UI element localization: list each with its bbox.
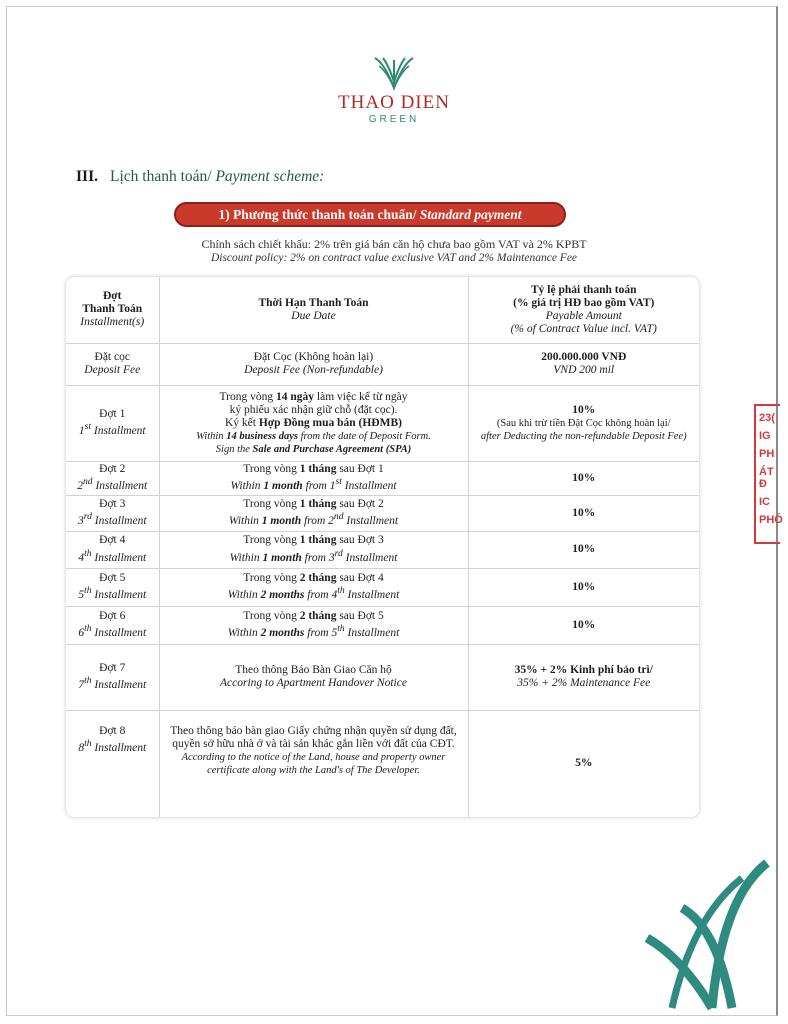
- installment-label: Installment: [91, 551, 147, 564]
- installment-name-en: Deposit Fee: [84, 364, 141, 376]
- due-text-en: Installment: [344, 627, 400, 640]
- installment-name-en: [78, 548, 147, 564]
- due-text-bold: 1 tháng: [299, 462, 337, 475]
- amount-value: 10%: [572, 471, 596, 484]
- installment-cell: [66, 385, 159, 461]
- amount-cell: [468, 461, 699, 495]
- ordinal-suffix: st: [335, 476, 342, 488]
- installment-cell: [66, 461, 159, 495]
- due-text: sau Đợt 2: [336, 497, 384, 510]
- header-amount-vi: Tỷ lệ phải thanh toán: [531, 283, 637, 296]
- amount-value-en: VND 200 mil: [553, 364, 615, 376]
- due-text-en: Within: [230, 480, 264, 493]
- installment-name: Đợt 2: [99, 462, 126, 475]
- ordinal: 3: [77, 515, 84, 528]
- due-text: Trong vòng: [243, 534, 300, 547]
- stamp-text: IC: [759, 496, 770, 508]
- due-text: Đặt Cọc (Không hoàn lại): [253, 351, 374, 363]
- due-text-en: Accoring to Apartment Handover Notice: [220, 677, 407, 689]
- ordinal-suffix: nd: [83, 476, 93, 488]
- header-installment-en: Installment(s): [80, 316, 145, 329]
- ordinal-suffix: st: [84, 421, 91, 433]
- ordinal: 6: [78, 627, 85, 640]
- brand-sub: GREEN: [368, 114, 420, 125]
- installment-cell: [66, 644, 159, 710]
- installment-cell: [66, 531, 159, 568]
- due-text-bold: Hợp Đồng mua bán (HĐMB): [258, 416, 402, 429]
- due-text-en: Within: [228, 515, 262, 528]
- table-row: [66, 606, 699, 644]
- amount-cell: [468, 531, 699, 568]
- amount-value-en: 35% + 2% Maintenance Fee: [517, 677, 651, 689]
- stamp-text: IG: [759, 430, 771, 442]
- header-amount-en-2: (% of Contract Value incl. VAT): [510, 322, 657, 335]
- ordinal-suffix: rd: [334, 548, 343, 560]
- amount-value: 10%: [572, 403, 596, 416]
- table-row: [66, 710, 699, 817]
- due-text-en-bold: 1 month: [263, 480, 303, 493]
- installment-name: Đợt 7: [99, 661, 126, 674]
- due-text-en-bold: 2 months: [260, 627, 305, 640]
- stamp-text: PH: [759, 448, 775, 460]
- brand-name: THAO DIEN: [338, 92, 450, 113]
- due-text-en: from 5: [304, 627, 338, 640]
- ordinal: 5: [78, 589, 85, 602]
- installment-label: Installment: [91, 515, 147, 528]
- ordinal-suffix: rd: [83, 511, 92, 523]
- due-text: sau Đợt 5: [336, 609, 384, 622]
- payment-method-banner: [174, 202, 566, 227]
- due-text: Trong vòng: [243, 462, 300, 475]
- amount-value: 200.000.000 VNĐ: [541, 351, 627, 363]
- ordinal-suffix: th: [84, 585, 92, 597]
- installment-name-en: [77, 476, 148, 493]
- section-number: III.: [76, 168, 98, 185]
- due-text-en: Deposit Fee (Non-refundable): [244, 364, 383, 376]
- amount-cell: [468, 644, 699, 710]
- due-text-en-bold: 2 months: [260, 589, 305, 602]
- due-cell: [159, 710, 468, 817]
- ordinal: 1: [78, 425, 85, 438]
- installment-name: Đợt 8: [99, 724, 126, 737]
- due-text: Ký kết: [225, 416, 259, 429]
- due-cell: [159, 606, 468, 644]
- installment-name-en: [78, 421, 146, 438]
- amount-cell: [468, 568, 699, 606]
- header-installment-vi-2: Thanh Toán: [82, 303, 143, 316]
- table-row: [66, 644, 699, 710]
- due-text: sau Đợt 3: [336, 534, 384, 547]
- installment-name: Đợt 6: [99, 609, 126, 622]
- due-text: làm việc kể từ ngày: [314, 390, 408, 403]
- installment-label: Installment: [91, 742, 147, 755]
- due-text: sau Đợt 4: [336, 571, 384, 584]
- ordinal-suffix: th: [84, 675, 92, 687]
- due-text-en: Installment: [344, 589, 400, 602]
- due-text-en: certificate along with the Land's of The Developer.: [207, 764, 420, 776]
- installment-name: Đợt 5: [99, 571, 126, 584]
- decorative-leaf-icon: [642, 858, 772, 1008]
- installment-cell: [66, 495, 159, 531]
- payment-schedule-table: [66, 277, 699, 817]
- method-title-en: Standard payment: [419, 207, 522, 222]
- due-text-bold: 1 tháng: [299, 534, 337, 547]
- header-amount-en: Payable Amount: [545, 309, 622, 322]
- due-text: quyền sở hữu nhà ở và tài sản khác gắn liền với đất của CĐT.: [172, 737, 455, 750]
- ordinal-suffix: th: [84, 738, 92, 750]
- table-row: [66, 385, 699, 461]
- header-amount-vi-2: (% giá trị HĐ bao gồm VAT): [513, 296, 655, 309]
- amount-cell: [468, 495, 699, 531]
- due-text-bold: 14 ngày: [276, 390, 315, 403]
- ordinal: 4: [78, 551, 85, 564]
- section-title-vi: Lịch thanh toán/: [109, 168, 212, 185]
- due-text-en: from 3: [301, 551, 335, 564]
- due-text-en: Within: [229, 551, 263, 564]
- installment-cell: [66, 606, 159, 644]
- ordinal: 2: [77, 480, 84, 493]
- installment-name: Đợt 4: [99, 534, 126, 547]
- installment-label: Installment: [91, 627, 147, 640]
- due-text-en: Installment: [341, 480, 397, 493]
- due-text: Trong vòng: [243, 497, 300, 510]
- leaf-logo-icon: [371, 56, 417, 90]
- header-due-date: [159, 277, 468, 343]
- table-row: [66, 568, 699, 606]
- due-text-en-bold: Sale and Purchase Agreement (SPA): [252, 443, 412, 455]
- due-text: Theo thông Báo Bàn Giao Căn hộ: [235, 664, 392, 676]
- stamp-text: PHÓ: [759, 514, 783, 526]
- due-text-en-bold: 1 month: [261, 515, 302, 528]
- stamp-text: ÁT Đ: [759, 466, 774, 490]
- table-row: [66, 461, 699, 495]
- amount-note-en: after Deducting the non-refundable Deposit Fee): [480, 430, 687, 442]
- ordinal: 7: [78, 679, 85, 692]
- ordinal: 8: [78, 742, 85, 755]
- header-due-date-en: Due Date: [291, 309, 336, 322]
- ordinal-suffix: th: [84, 548, 92, 560]
- amount-cell: [468, 606, 699, 644]
- due-text-en: Within: [227, 627, 261, 640]
- due-text-bold: 2 tháng: [299, 571, 337, 584]
- ordinal-suffix: nd: [333, 511, 344, 523]
- section-title-en: Payment scheme:: [215, 168, 325, 185]
- section-title: [76, 168, 324, 186]
- due-text-en-bold: 14 business days: [226, 430, 298, 442]
- due-cell: [159, 495, 468, 531]
- amount-value: 10%: [572, 618, 596, 631]
- header-installment-vi: Đợt: [102, 290, 122, 303]
- header-due-date-vi: Thời Hạn Thanh Toán: [258, 296, 369, 309]
- due-text-en: Within: [227, 589, 261, 602]
- amount-value: 35% + 2% Kinh phí bảo trì/: [514, 664, 653, 676]
- amount-value: 5%: [575, 757, 593, 770]
- due-cell: [159, 531, 468, 568]
- due-text-en: from 1: [302, 480, 336, 493]
- amount-cell: [468, 710, 699, 817]
- installment-name-en: [77, 511, 147, 528]
- installment-name-en: [78, 675, 147, 692]
- ordinal-suffix: th: [337, 585, 345, 597]
- table-row: [66, 495, 699, 531]
- discount-policy-vi: Chính sách chiết khấu: 2% trên giá bán căn hộ chưa bao gồm VAT và 2% KPBT: [201, 237, 587, 251]
- due-text-bold: 1 tháng: [299, 497, 337, 510]
- due-cell: [159, 343, 468, 385]
- brand-logo: [0, 56, 788, 125]
- due-text: Theo thông báo bàn giao Giấy chứng nhận quyền sử dụng đất,: [170, 724, 457, 737]
- due-text-en: Sign the: [215, 443, 253, 455]
- due-text-en: from 2: [301, 515, 334, 528]
- due-cell: [159, 644, 468, 710]
- method-title-vi: 1) Phương thức thanh toán chuẩn/: [218, 207, 417, 222]
- table-row: [66, 531, 699, 568]
- installment-cell: [66, 343, 159, 385]
- installment-cell: [66, 710, 159, 817]
- installment-cell: [66, 568, 159, 606]
- due-text: Trong vòng: [219, 390, 276, 403]
- due-text-bold: 2 tháng: [299, 609, 337, 622]
- red-seal-stamp: [754, 404, 783, 544]
- amount-cell: [468, 343, 699, 385]
- installment-name: Đặt cọc: [94, 351, 130, 363]
- installment-name-en: [78, 738, 147, 755]
- due-text-en-bold: 1 month: [262, 551, 302, 564]
- due-text-en: Installment: [342, 551, 398, 564]
- installment-name: Đợt 1: [99, 407, 126, 420]
- installment-label: Installment: [91, 425, 146, 438]
- installment-name: Đợt 3: [99, 497, 126, 510]
- amount-cell: [468, 385, 699, 461]
- due-text: Trong vòng: [243, 609, 300, 622]
- due-text-en: from 4: [304, 589, 338, 602]
- due-text: sau Đợt 1: [336, 462, 384, 475]
- amount-value: 10%: [572, 580, 596, 593]
- installment-name-en: [78, 585, 147, 602]
- table-row: [66, 343, 699, 385]
- installment-label: Installment: [92, 480, 148, 493]
- amount-note: (Sau khi trừ tiền Đặt Cọc không hoàn lại/: [496, 417, 671, 429]
- due-text-en: According to the notice of the Land, house and property owner: [181, 751, 446, 763]
- due-text: ký phiếu xác nhận giữ chỗ (đặt cọc).: [229, 403, 398, 416]
- discount-policy-en: Discount policy: 2% on contract value exclusive VAT and 2% Maintenance Fee: [210, 252, 578, 264]
- ordinal-suffix: th: [337, 623, 345, 635]
- ordinal-suffix: th: [84, 623, 92, 635]
- header-installment: [66, 277, 159, 343]
- installment-name-en: [78, 623, 147, 640]
- header-amount: [468, 277, 699, 343]
- installment-label: Installment: [91, 589, 147, 602]
- amount-value: 10%: [572, 543, 596, 555]
- due-text-en: Within: [196, 430, 227, 442]
- stamp-text: 23(: [759, 412, 775, 424]
- due-text: Trong vòng: [243, 571, 300, 584]
- amount-value: 10%: [572, 506, 596, 519]
- due-cell: [159, 461, 468, 495]
- installment-label: Installment: [91, 679, 147, 692]
- table-header-row: [66, 277, 699, 343]
- due-text-en: from the date of Deposit Form.: [297, 430, 431, 442]
- due-text-en: Installment: [343, 515, 399, 528]
- due-cell: [159, 385, 468, 461]
- due-cell: [159, 568, 468, 606]
